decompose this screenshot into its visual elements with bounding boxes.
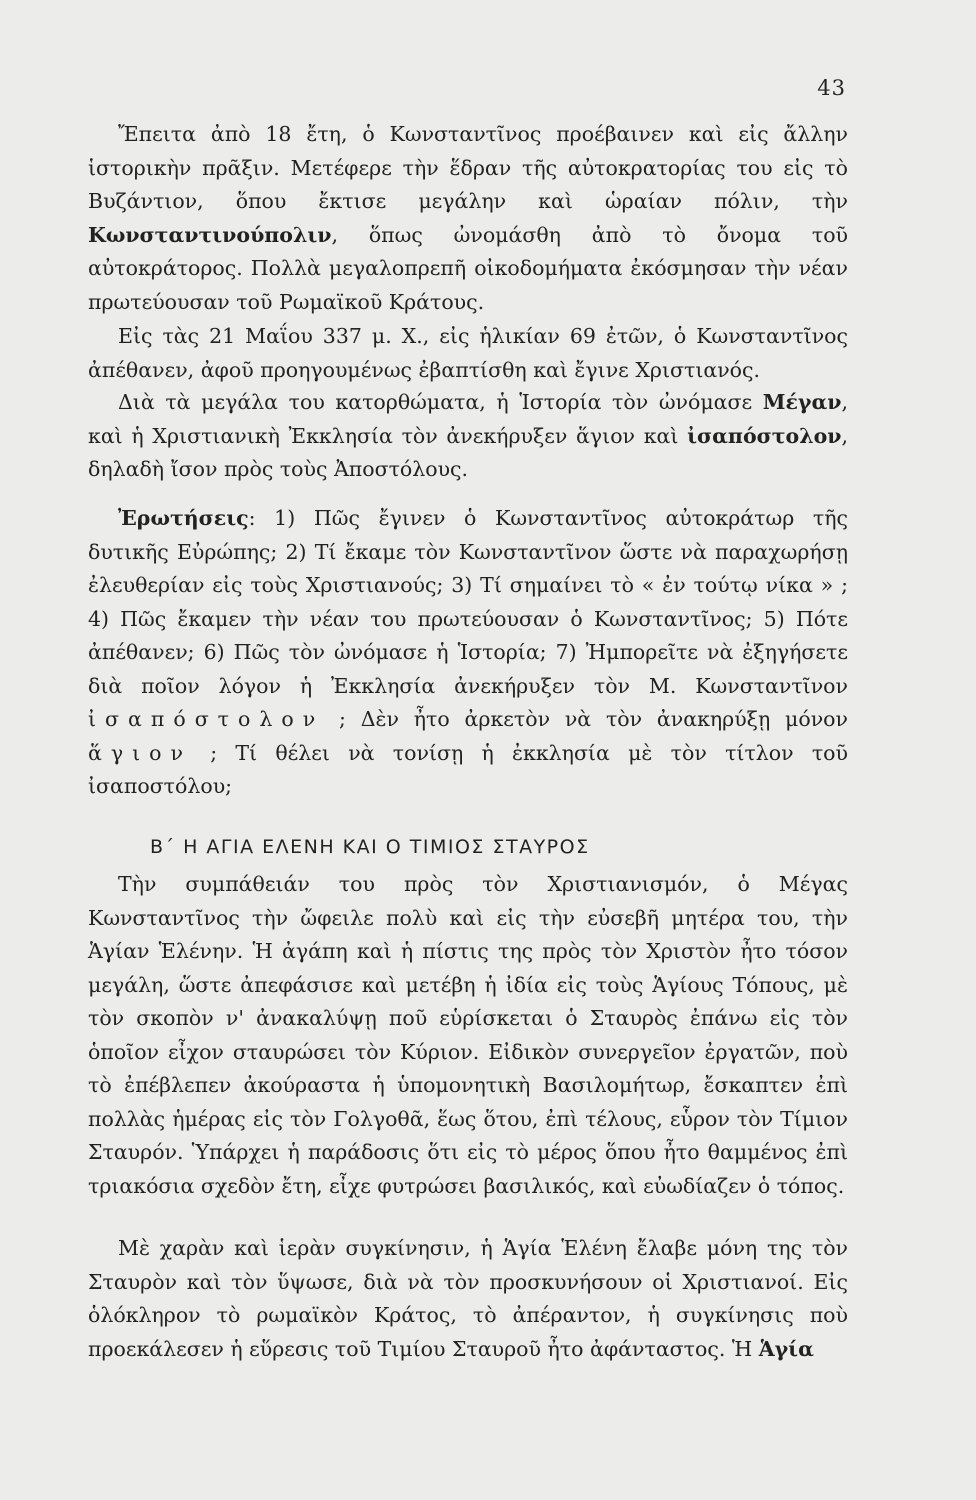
paragraph-text: Ἔπειτα ἀπὸ 18 ἔτη, ὁ Κωνσταντῖνος προέβαινεν καὶ εἰς ἄλλην ἱστορικὴν πρᾶξιν. Μετέφερε τὴν ἕδραν τῆς αὐτοκρατορίας του εἰς τὸ Βυζάντιον, ὅπου ἔκτισε μεγάλην καὶ ὡραίαν πόλιν, τὴν <box>88 122 848 213</box>
questions-paragraph <box>88 502 848 804</box>
paragraph-text: , ὅπως ὠνομάσθη ἀπὸ τὸ ὄνομα τοῦ αὐτοκράτορος. Πολλὰ μεγαλοπρεπῆ οἰκοδομήματα ἐκόσμησαν τὴν νέαν πρωτεύουσαν τοῦ Ρωμαϊκοῦ Κράτους. <box>88 222 848 314</box>
paragraph-title <box>88 386 848 487</box>
questions-text: ; Δὲν ἦτο ἀρκετὸν νὰ τὸν ἀνακηρύξῃ μόνον <box>324 707 848 731</box>
paragraph-text: Μὲ χαρὰν καὶ ἱερὰν συγκίνησιν, ἡ Ἁγία Ἑλένη ἔλαβε μόνη της τὸν Σταυρὸν καὶ τὸν ὕψωσε, διὰ νὰ τὸν προσκυνήσουν οἱ Χριστιανοί. Εἰς ὁλόκληρον τὸ ρωμαϊκὸν Κράτος, τὸ ἀπέραντον, ἡ συγκίνησις ποὺ προεκάλεσεν ἡ εὕρεσις τοῦ Τιμίου Σταυροῦ ἦτο ἀφάνταστος. Ἡ <box>88 1236 848 1361</box>
spaced-term-isapostolon: ἰσαπόστολον <box>88 707 325 731</box>
paragraph-text: Διὰ τὰ μεγάλα του κατορθώματα, ἡ Ἱστορία τὸν ὠνόμασε <box>118 390 763 414</box>
questions-label: Ἐρωτήσεις <box>118 506 249 530</box>
bold-term-megan: Μέγαν <box>762 390 842 414</box>
paragraph-helen <box>88 868 848 1203</box>
questions-text: ; Τί θέλει νὰ τονίσῃ ἡ ἐκκλησία μὲ τὸν τίτλον τοῦ ἰσαποστόλου; <box>88 740 848 798</box>
bold-term-isapostolon: ἰσαπόστολον <box>687 423 842 448</box>
paragraph-text: , καὶ ἡ Χριστιανικὴ Ἐκκλησία τὸν ἀνεκήρυξεν ἅγιον καὶ <box>88 390 848 448</box>
page-number: 43 <box>817 76 846 100</box>
questions-text: : 1) Πῶς ἔγινεν ὁ Κωνσταντῖνος αὐτοκράτωρ τῆς δυτικῆς Εὐρώπης; 2) Τί ἔκαμε τὸν Κωνσταντῖνον ὥστε νὰ παραχωρήσῃ ἐλευθερίαν εἰς τοὺς Χριστιανούς; 3) Τί σημαίνει τὸ « ἐν τούτῳ νίκα » ; 4) Πῶς ἔκαμεν τὴν νέαν του πρωτεύουσαν ὁ Κωνσταντῖνος; 5) Πότε ἀπέθανεν; 6) Πῶς τὸν ὠνόμασε ἡ Ἱστορία; 7) Ἠμπορεῖτε νὰ ἐξηγήσετε διὰ ποῖον λόγον ἡ Ἐκκλησία ἀνεκήρυξεν τὸν Μ. Κωνσταντῖνον <box>88 506 848 698</box>
paragraph-text: Τὴν συμπάθειάν του πρὸς τὸν Χριστιανισμόν, ὁ Μέγας Κωνσταντῖνος τὴν ὤφειλε πολὺ καὶ εἰς τὴν εὐσεβῆ μητέρα του, τὴν Ἁγίαν Ἑλένην. Ἡ ἀγάπη καὶ ἡ πίστις της πρὸς τὸν Χριστὸν ἦτο τόσον μεγάλη, ὥστε ἀπεφάσισε καὶ μετέβη ἡ ἰδία εἰς τοὺς Ἁγίους Τόπους, μὲ τὸν σκοπὸν ν' ἀνακαλύψῃ ποῦ εὑρίσκεται ὁ Σταυρὸς ἐπάνω εἰς τὸν ὁποῖον εἶχον σταυρώσει τὸν Κύριον. Εἰδικὸν συνεργεῖον ἐργατῶν, ποὺ τὸ ἐπέβλεπεν ἀκούραστα ἡ ὑπομονητικὴ Βασιλομήτωρ, ἔσκαπτεν ἐπὶ πολλὰς ἡμέρας εἰς τὸν Γολγοθᾶ, ἕως ὅτου, ἐπὶ τέλους, εὗρον τὸν Τίμιον Σταυρόν. Ὑπάρχει ἡ παράδοσις ὅτι εἰς τὸ μέρος ὅπου ἦτο θαμμένος ἐπὶ τριακόσια σχεδὸν ἔτη, εἶχε φυτρώσει βασιλικός, καὶ εὐωδίαζεν ὁ τόπος. <box>88 872 848 1198</box>
paragraph-cross <box>88 1232 848 1366</box>
bold-term-konstantinoupolis: Κωνσταντινούπολιν <box>88 222 332 247</box>
section-heading: Β΄ Η ΑΓΙΑ ΕΛΕΝΗ ΚΑΙ Ο ΤΙΜΙΟΣ ΣΤΑΥΡΟΣ <box>150 836 590 858</box>
paragraph-text: Εἰς τὰς 21 Μαΐου 337 μ. Χ., εἰς ἡλικίαν 69 ἐτῶν, ὁ Κωνσταντῖνος ἀπέθανεν, ἀφοῦ προηγουμένως ἐβαπτίσθη καὶ ἔγινε Χριστιανός. <box>88 324 848 382</box>
paragraph-text: , δηλαδὴ ἴσον πρὸς τοὺς Ἀποστόλους. <box>88 423 848 481</box>
paragraph-constantinople <box>88 118 848 319</box>
paragraph-death <box>88 320 848 387</box>
bold-term-agia: Ἁγία <box>758 1336 814 1361</box>
spaced-term-agion: ἅγιον <box>88 740 192 765</box>
